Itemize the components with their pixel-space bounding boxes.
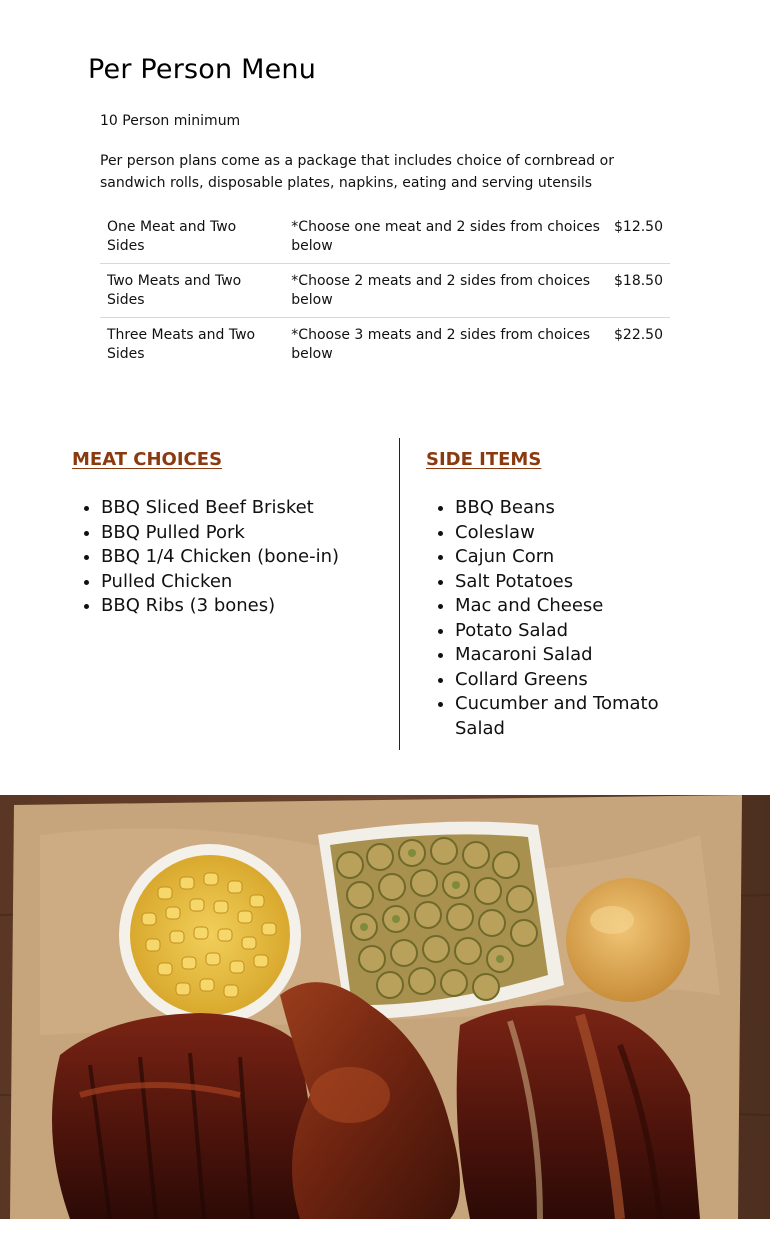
list-item: • Coleslaw [455, 521, 705, 546]
fried-okra-tray [318, 822, 564, 1019]
cornbread-muffin [566, 878, 690, 1002]
plan-description: *Choose 3 meats and 2 sides from choices below [284, 318, 607, 372]
list-item: • Potato Salad [455, 619, 705, 644]
table-row [100, 210, 670, 264]
list-item: • Collard Greens [455, 668, 705, 693]
page-title: Per Person Menu [88, 54, 317, 85]
list-item: • BBQ Beans [455, 496, 705, 521]
plan-price: $22.50 [607, 318, 670, 372]
plan-price: $12.50 [614, 219, 663, 235]
list-item: • BBQ Pulled Pork [101, 521, 401, 546]
list-item: • Mac and Cheese [455, 594, 705, 619]
list-item: • Macaroni Salad [455, 643, 705, 668]
list-item: • Pulled Chicken [101, 570, 401, 595]
corn-bowl [119, 844, 301, 1026]
plan-description: *Choose 2 meats and 2 sides from choices below [284, 264, 607, 318]
meat-choices-heading: MEAT CHOICES [72, 449, 223, 470]
list-item: • BBQ Sliced Beef Brisket [101, 496, 401, 521]
side-items-list [426, 496, 705, 741]
plan-name: Three Meats and Two Sides [100, 318, 284, 372]
meat-choices-list [72, 496, 401, 619]
plan-description: *Choose one meat and 2 sides from choices below [291, 219, 600, 254]
list-item: • Cucumber and Tomato Salad [455, 692, 705, 741]
intro-text: Per person plans come as a package that includes choice of cornbread or sandwich rolls, disposable plates, napkins, eating and serving utensils [100, 153, 614, 191]
side-items-heading: SIDE ITEMS [426, 449, 542, 470]
bbq-ribs [52, 1013, 326, 1219]
list-item: • Cajun Corn [455, 545, 705, 570]
list-item: • Salt Potatoes [455, 570, 705, 595]
list-item: • BBQ 1/4 Chicken (bone-in) [101, 545, 401, 570]
plans-table [100, 210, 670, 371]
bbq-food-illustration [0, 795, 770, 1219]
bbq-food-photo [0, 795, 770, 1219]
table-row [100, 318, 670, 372]
list-item: • BBQ Ribs (3 bones) [101, 594, 401, 619]
minimum-note: 10 Person minimum [100, 113, 241, 129]
plan-name: One Meat and Two Sides [107, 219, 237, 254]
column-divider [399, 438, 400, 750]
plan-name: Two Meats and Two Sides [100, 264, 284, 318]
table-row [100, 264, 670, 318]
plan-price: $18.50 [607, 264, 670, 318]
